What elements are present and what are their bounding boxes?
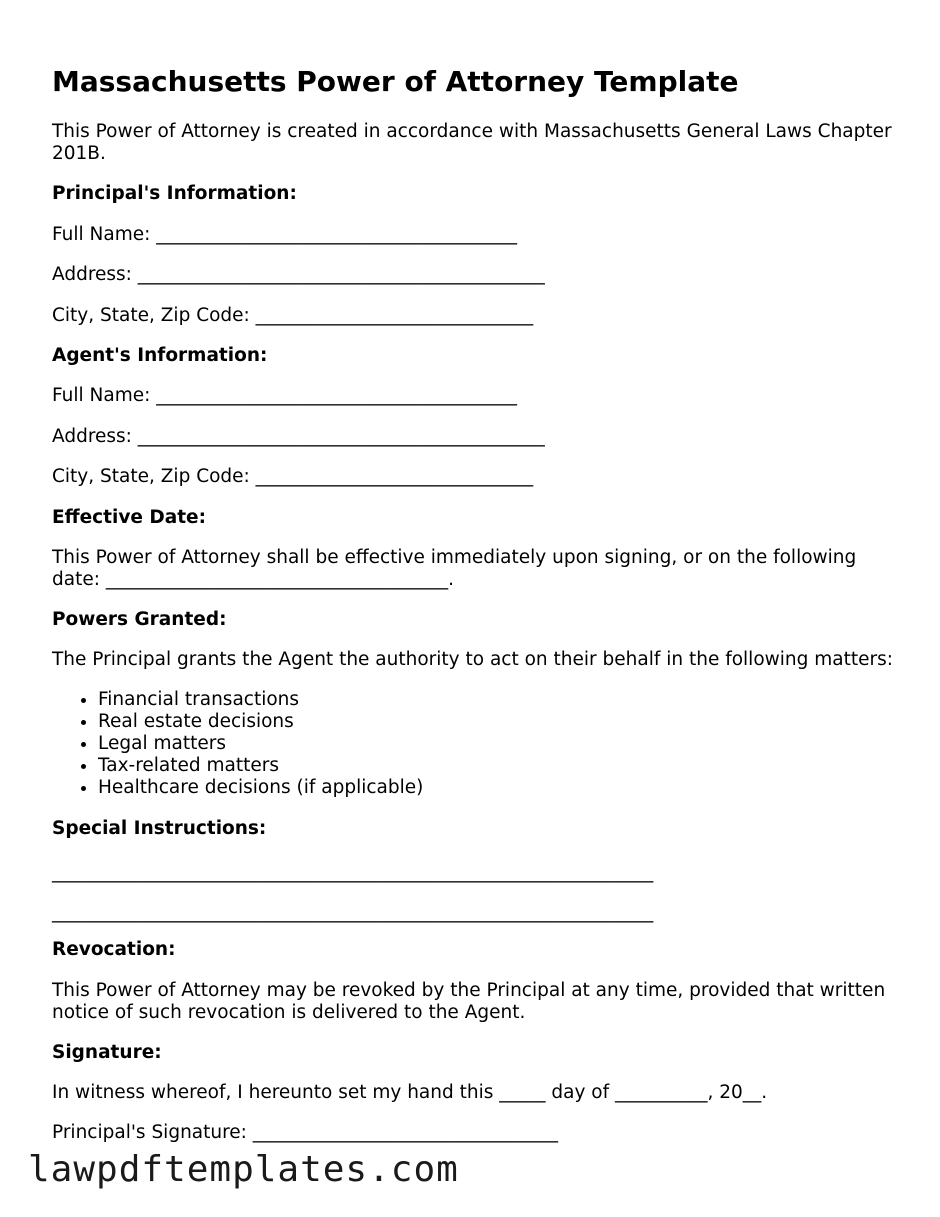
list-item: • Legal matters <box>98 733 423 755</box>
effective-date-heading: Effective Date: <box>52 507 206 528</box>
revocation-heading: Revocation: <box>52 939 176 960</box>
witness-statement-field[interactable]: In witness whereof, I hereunto set my hand this _____ day of __________, 20__. <box>52 1082 768 1103</box>
principal-signature-field[interactable]: Principal's Signature: _________________________________ <box>52 1122 559 1143</box>
intro-paragraph: This Power of Attorney is created in accordance with Massachusetts General Laws Chapter 201B. <box>52 121 892 164</box>
agent-full-name-field[interactable]: Full Name: _______________________________________ <box>52 385 517 406</box>
special-instructions-line-1[interactable]: _________________________________________________________________ <box>52 862 654 883</box>
principal-heading: Principal's Information: <box>52 183 297 204</box>
powers-list <box>52 689 423 799</box>
powers-granted-paragraph: The Principal grants the Agent the authority to act on their behalf in the following matters: <box>52 649 893 670</box>
document-title: Massachusetts Power of Attorney Template <box>52 65 739 98</box>
list-item: • Financial transactions <box>98 689 423 711</box>
special-instructions-heading: Special Instructions: <box>52 818 267 839</box>
agent-heading: Agent's Information: <box>52 345 268 366</box>
powers-granted-heading: Powers Granted: <box>52 609 227 630</box>
list-item: • Tax-related matters <box>98 755 423 777</box>
principal-full-name-field[interactable]: Full Name: _______________________________________ <box>52 224 517 245</box>
list-item: • Healthcare decisions (if applicable) <box>98 777 423 799</box>
principal-address-field[interactable]: Address: ____________________________________________ <box>52 264 545 285</box>
special-instructions-line-2[interactable]: _________________________________________________________________ <box>52 902 654 923</box>
agent-city-state-zip-field[interactable]: City, State, Zip Code: ______________________________ <box>52 466 534 487</box>
list-item: • Real estate decisions <box>98 711 423 733</box>
revocation-paragraph: This Power of Attorney may be revoked by the Principal at any time, provided that written notice of such revocation is delivered to the Agent. <box>52 980 886 1023</box>
watermark-logo: lawpdftemplates.com <box>28 1149 459 1190</box>
agent-address-field[interactable]: Address: ____________________________________________ <box>52 426 545 447</box>
effective-date-paragraph[interactable]: This Power of Attorney shall be effective immediately upon signing, or on the following date: _____________________________________. <box>52 547 857 590</box>
principal-city-state-zip-field[interactable]: City, State, Zip Code: ______________________________ <box>52 305 534 326</box>
signature-heading: Signature: <box>52 1042 162 1063</box>
